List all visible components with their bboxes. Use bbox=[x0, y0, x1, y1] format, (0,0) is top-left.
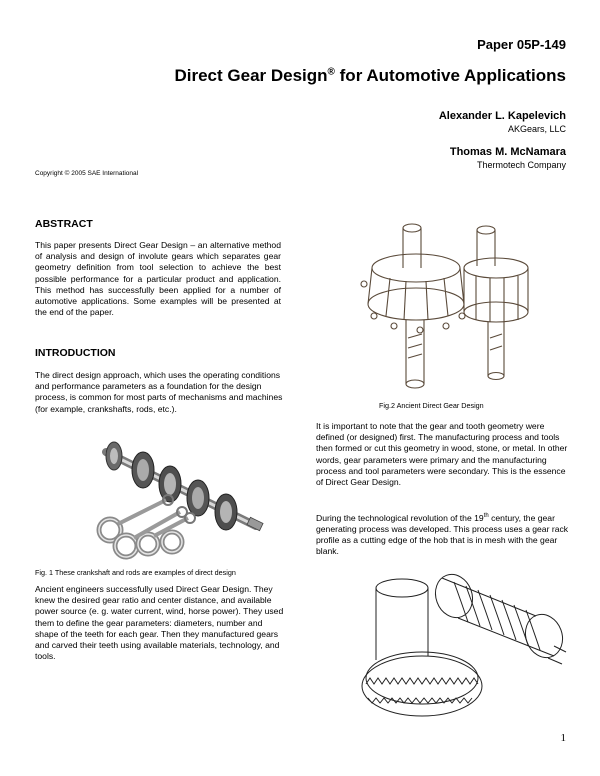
connecting-rods-shape bbox=[99, 495, 195, 557]
author-affiliation-2: Thermotech Company bbox=[476, 160, 566, 170]
figure-2-caption: Fig.2 Ancient Direct Gear Design bbox=[379, 401, 484, 410]
abstract-text: This paper presents Direct Gear Design – an alternative method of analysis and design of involute gears which separates gear geometry definition from tool selection to achieve the best possible performance for a particular product and application. This method has successfully been applied for a number of automotive applications. Some examples will be presented at the end of the paper. bbox=[35, 240, 281, 318]
crankshaft-rods-figure bbox=[88, 438, 273, 563]
ancient-gears-figure bbox=[350, 208, 550, 400]
right-paragraph-2: During the technological revolution of the 19th century, the gear generating process was developed. This process uses a gear rack profile as a cutting edge of the hob that is in mesh with the gear blank. bbox=[316, 512, 569, 557]
paper-title: Direct Gear Design® for Automotive Applications bbox=[174, 66, 566, 85]
abstract-heading: ABSTRACT bbox=[35, 218, 93, 230]
right-paragraph-1: It is important to note that the gear and tooth geometry were defined (or designed) first. The manufacturing process and tools then formed or cut this geometry in wood, stone, or metal. In other words, gear parameters were primary and the manufacturing process and tool parameters were secondary. This is the essence of Direct Gear Design. bbox=[316, 421, 568, 488]
copyright-notice: Copyright © 2005 SAE International bbox=[35, 170, 139, 177]
introduction-paragraph-1: The direct design approach, which uses the operating conditions and performance parameters as a foundation for the design process, is common for most parts of mechanisms and machines (for example, crankshafts, rods, etc.). bbox=[35, 370, 283, 414]
introduction-paragraph-2: Ancient engineers successfully used Direct Gear Design. They knew the desired gear ratio and center distance, and available power source (e. g. water current, wind, horse power). They used them to define the gear parameters: diameters, number and shape of the teeth for each gear. Then they manufactured gears and carved their teeth using available materials, technology, and tools. bbox=[35, 584, 284, 662]
author-name-1: Alexander L. Kapelevich bbox=[438, 110, 566, 122]
paper-number: Paper 05P-149 bbox=[477, 37, 566, 52]
figure-1-caption: Fig. 1 These crankshaft and rods are examples of direct design bbox=[35, 568, 236, 577]
introduction-heading: INTRODUCTION bbox=[35, 347, 116, 359]
author-name-2: Thomas M. McNamara bbox=[449, 146, 566, 158]
page-number: 1 bbox=[560, 732, 566, 744]
hob-gear-figure bbox=[358, 568, 568, 740]
author-affiliation-1: AKGears, LLC bbox=[507, 124, 566, 134]
